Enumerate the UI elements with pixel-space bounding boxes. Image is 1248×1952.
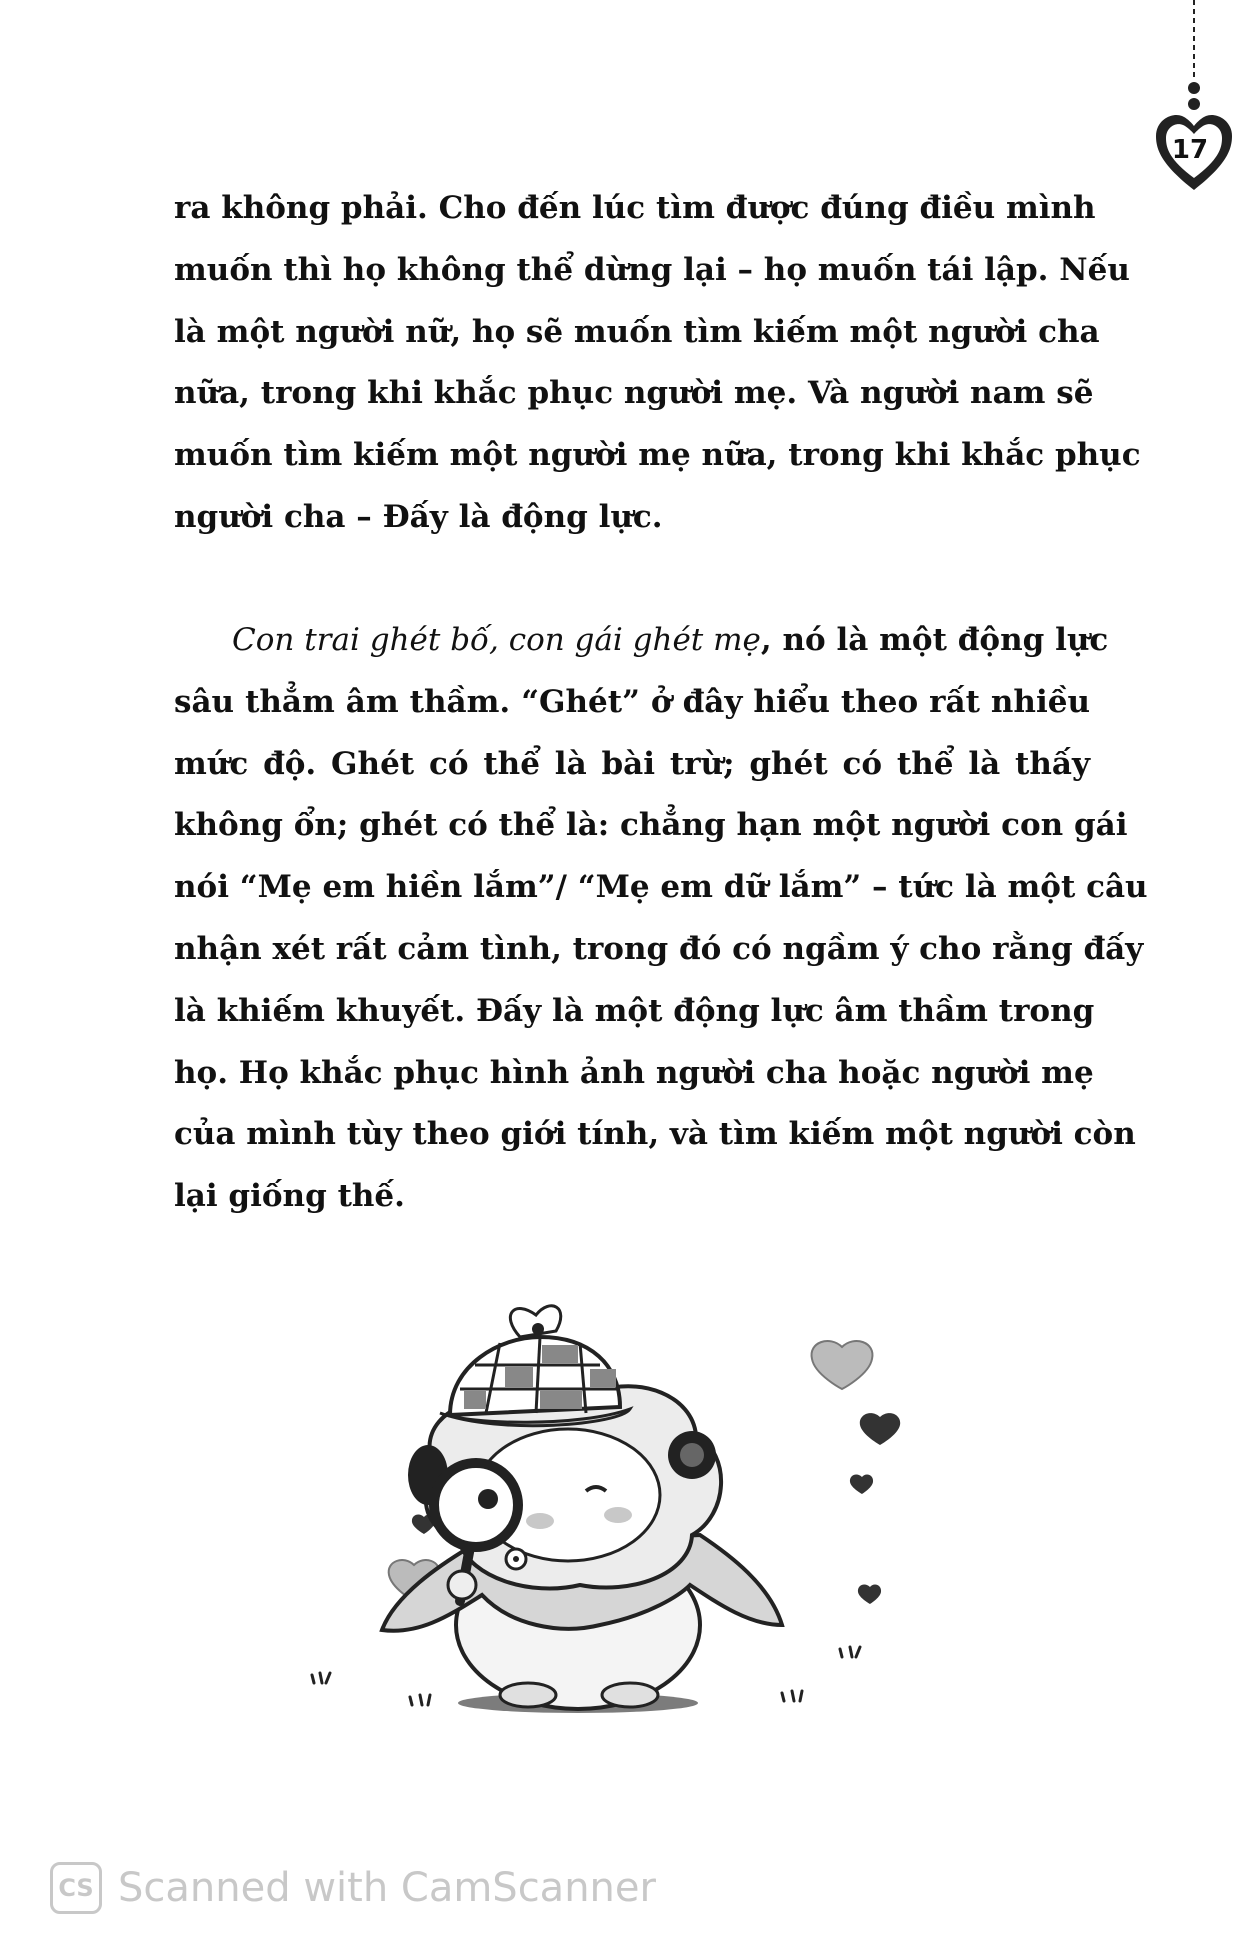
heart-pendant-icon — [1142, 0, 1248, 200]
paragraph-line: sâu thẳm âm thầm. “Ghét” ở đây hiểu theo rất nhiều — [174, 683, 1090, 720]
paragraph-line: muốn tìm kiếm một người mẹ nữa, trong khi khắc phục — [174, 437, 1141, 474]
italic-phrase: Con trai ghét bố, con gái ghét mẹ — [232, 622, 761, 658]
paragraph-1 — [174, 178, 1141, 549]
paragraph-line: người cha – Đấy là động lực. — [174, 498, 663, 535]
paragraph-first-line — [174, 610, 1109, 672]
detective-sheep-illustration — [300, 1285, 960, 1755]
page-number-ornament — [1142, 0, 1248, 200]
detective-sheep-icon — [300, 1285, 960, 1755]
paragraph-2 — [174, 610, 1148, 1228]
page-number: 17 — [1171, 135, 1209, 165]
paragraph-line: mức độ. Ghét có thể là bài trừ; ghét có thể là thấy — [174, 745, 1090, 782]
heart-icon — [860, 1413, 900, 1445]
paragraph-line: muốn thì họ không thể dừng lại – họ muốn tái lập. Nếu — [174, 251, 1130, 288]
first-line-rest: , nó là một động lực — [760, 622, 1109, 658]
paragraph-line: là khiếm khuyết. Đấy là một động lực âm thầm trong — [174, 992, 1095, 1029]
heart-icon — [850, 1475, 873, 1494]
watermark-text: Scanned with CamScanner — [118, 1865, 656, 1911]
heart-icon — [812, 1341, 873, 1389]
paragraph-line: họ. Họ khắc phục hình ảnh người cha hoặc người mẹ — [174, 1054, 1094, 1091]
heart-icon — [858, 1585, 881, 1604]
paragraph-line: nói “Mẹ em hiền lắm”/ “Mẹ em dữ lắm” – tức là một câu — [174, 869, 1148, 906]
camscanner-logo-icon: CS — [50, 1862, 102, 1914]
camscanner-watermark — [50, 1858, 656, 1918]
paragraph-line: nhận xét rất cảm tình, trong đó có ngầm ý cho rằng đấy — [174, 930, 1144, 967]
paragraph-line: là một người nữ, họ sẽ muốn tìm kiếm một người cha — [174, 313, 1100, 350]
paragraph-line: ra không phải. Cho đến lúc tìm được đúng điều mình — [174, 190, 1096, 226]
paragraph-line: không ổn; ghét có thể là: chẳng hạn một người con gái — [174, 807, 1128, 844]
paragraph-line: của mình tùy theo giới tính, và tìm kiếm một người còn — [174, 1116, 1136, 1153]
paragraph-line: nữa, trong khi khắc phục người mẹ. Và người nam sẽ — [174, 375, 1094, 412]
paragraph-line: lại giống thế. — [174, 1178, 405, 1215]
